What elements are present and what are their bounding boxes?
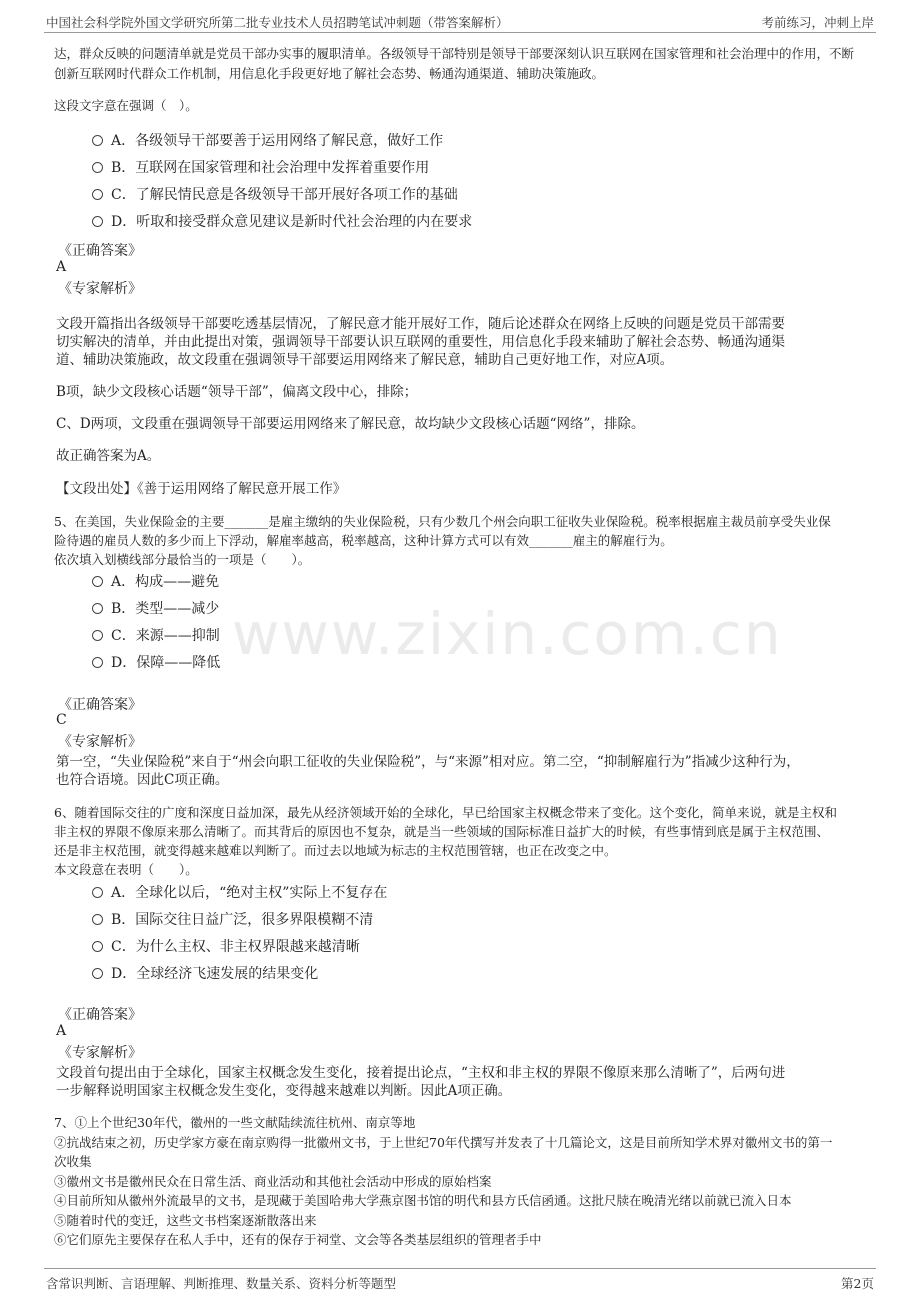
option-label: D．听取和接受群众意见建议是新时代社会治理的内在要求	[111, 214, 473, 230]
radio-icon[interactable]	[92, 914, 103, 925]
q6-option-c[interactable]	[92, 936, 360, 956]
q4-option-b[interactable]	[92, 157, 429, 177]
radio-icon[interactable]	[92, 216, 103, 227]
page-footer	[44, 1268, 876, 1293]
q6-analysis-line: 文段首句提出由于全球化，国家主权概念发生变化，接着提出论点，“主权和非主权的界限不像原来那么清晰了”，后两句进	[56, 1065, 786, 1081]
option-label: B．类型——减少	[111, 601, 220, 617]
q4-analysis-line: 道、辅助决策施政，故文段重在强调领导干部要运用网络来了解民意，辅助自己更好地工作，对应A项。	[56, 352, 674, 368]
radio-icon[interactable]	[92, 887, 103, 898]
q7-line: 7、①上个世纪30年代，徽州的一些文献陆续流往杭州、南京等地	[54, 1115, 416, 1130]
watermark: www.zixin.com.cn	[232, 600, 783, 668]
q4-source: 【文段出处】《善于运用网络了解民意开展工作》	[56, 481, 347, 497]
q5-answer-label: 《正确答案》	[58, 697, 142, 713]
q6-analysis-line: 一步解释说明国家主权概念发生变化，变得越来越难以判断。因此A项正确。	[56, 1083, 512, 1099]
q7-line: ③徽州文书是徽州民众在日常生活、商业活动和其他社会活动中形成的原始档案	[54, 1174, 492, 1189]
q6-answer: A	[56, 1023, 67, 1039]
radio-icon[interactable]	[92, 657, 103, 668]
q7-line: ②抗战结束之初，历史学家方豪在南京购得一批徽州文书，于上世纪70年代撰写并发表了十几篇论文，这是目前所知学术界对徽州文书的第一	[54, 1135, 833, 1150]
q6-option-a[interactable]	[92, 882, 387, 902]
q6-analysis-label: 《专家解析》	[58, 1045, 142, 1061]
footer-note: 含常识判断、言语理解、判断推理、数量关系、资料分析等题型	[46, 1276, 397, 1291]
option-label: C．来源——抑制	[111, 628, 220, 644]
page-header	[44, 10, 876, 33]
option-label: A．构成——避免	[111, 574, 220, 590]
radio-icon[interactable]	[92, 576, 103, 587]
option-label: D．保障——降低	[111, 655, 221, 671]
option-label: B．国际交往日益广泛，很多界限模糊不清	[111, 912, 374, 928]
q4-analysis-line: 文段开篇指出各级领导干部要吃透基层情况，了解民意才能开展好工作，随后论述群众在网络上反映的问题是党员干部需要	[56, 316, 785, 332]
q4-option-c[interactable]	[92, 184, 458, 204]
q4-answer: A	[56, 259, 67, 275]
q7-line: ⑥它们原先主要保存在私人手中，还有的保存于祠堂、文会等各类基层组织的管理者手中	[54, 1232, 542, 1247]
q5-answer: C	[56, 712, 67, 728]
q5-analysis-line: 第一空，“失业保险税”来自于“州会向职工征收的失业保险税”，与“来源”相对应。第二空，“抑制解雇行为”指减少这种行为，	[56, 754, 800, 770]
header-slogan: 考前练习，冲刺上岸	[761, 15, 874, 30]
option-label: C．为什么主权、非主权界限越来越清晰	[111, 939, 360, 955]
q4-option-b-note: B项，缺少文段核心话题“领导干部”，偏离文段中心，排除；	[56, 384, 418, 400]
q7-line: ④目前所知从徽州外流最早的文书，是现藏于美国哈弗大学燕京图书馆的明代和县方氏信函通。这批尺牍在晚清光绪以前就已流入日本	[54, 1193, 792, 1208]
q5-option-b[interactable]	[92, 598, 219, 618]
q5-option-c[interactable]	[92, 625, 220, 645]
q5-option-a[interactable]	[92, 571, 219, 591]
option-label: C．了解民情民意是各级领导干部开展好各项工作的基础	[111, 187, 458, 203]
q4-passage-line: 创新互联网时代群众工作机制，用信息化手段更好地了解社会态势、畅通沟通渠道、辅助决策施政。	[54, 66, 605, 81]
q5-passage-line: 5、在美国，失业保险金的主要_______是雇主缴纳的失业保险税，只有少数几个州会向职工征收失业保险税。税率根据雇主裁员前享受失业保	[54, 514, 831, 529]
q5-stem: 依次填入划横线部分最恰当的一项是（ ）。	[54, 552, 311, 567]
q7-line: 次收集	[54, 1154, 92, 1169]
q4-stem: 这段文字意在强调（ ）。	[54, 98, 198, 113]
q4-option-d[interactable]	[92, 211, 472, 231]
radio-icon[interactable]	[92, 968, 103, 979]
q4-answer-label: 《正确答案》	[58, 243, 142, 259]
q6-option-d[interactable]	[92, 963, 318, 983]
radio-icon[interactable]	[92, 630, 103, 641]
radio-icon[interactable]	[92, 135, 103, 146]
q6-passage-line: 非主权的界限不像原来那么清晰了。而其背后的原因也不复杂，就是当一些领域的国际标准日益扩大的时候，有些事情到底是属于主权范围、	[54, 824, 830, 839]
radio-icon[interactable]	[92, 603, 103, 614]
q4-analysis-line: 切实解决的清单，并由此提出对策，强调领导干部要认识互联网的重要性，用信息化手段来辅助了解社会态势、畅通沟通渠	[56, 334, 785, 350]
q5-passage-line: 险待遇的雇员人数的多少而上下浮动，解雇率越高，税率越高，这种计算方式可以有效_______雇主的解雇行为。	[54, 533, 673, 548]
radio-icon[interactable]	[92, 941, 103, 952]
q5-option-d[interactable]	[92, 652, 220, 672]
q7-line: ⑤随着时代的变迁，这些文书档案逐渐散落出来	[54, 1213, 317, 1228]
q6-answer-label: 《正确答案》	[58, 1007, 142, 1023]
q4-option-a[interactable]	[92, 130, 443, 150]
q4-conclusion: 故正确答案为A。	[56, 448, 161, 464]
header-title: 中国社会科学院外国文学研究所第二批专业技术人员招聘笔试冲刺题（带答案解析）	[46, 15, 509, 30]
q6-passage-line: 还是非主权范围，就变得越来越难以判断了。而过去以地域为标志的主权范围管辖，也正在改变之中。	[54, 843, 617, 858]
option-label: B．互联网在国家管理和社会治理中发挥着重要作用	[111, 160, 430, 176]
q5-analysis-label: 《专家解析》	[58, 734, 142, 750]
q6-passage-line: 6、随着国际交往的广度和深度日益加深，最先从经济领域开始的全球化，早已给国家主权概念带来了变化。这个变化，简单来说，就是主权和	[54, 805, 837, 820]
option-label: D．全球经济飞速发展的结果变化	[111, 966, 319, 982]
q4-analysis-label: 《专家解析》	[58, 281, 142, 297]
radio-icon[interactable]	[92, 162, 103, 173]
q5-analysis-line: 也符合语境。因此C项正确。	[56, 772, 229, 788]
q4-passage-line: 达，群众反映的问题清单就是党员干部办实事的履职清单。各级领导干部特别是领导干部要深刻认识互联网在国家管理和社会治理中的作用，不断	[54, 46, 855, 61]
radio-icon[interactable]	[92, 189, 103, 200]
q4-option-cd-note: C、D两项，文段重在强调领导干部要运用网络来了解民意，故均缺少文段核心话题“网络”，排除。	[56, 416, 645, 432]
option-label: A．全球化以后，“绝对主权”实际上不复存在	[111, 885, 388, 901]
q6-stem: 本文段意在表明（ ）。	[54, 862, 198, 877]
option-label: A．各级领导干部要善于运用网络了解民意，做好工作	[111, 133, 444, 149]
page-number: 第2页	[841, 1276, 874, 1291]
q6-option-b[interactable]	[92, 909, 373, 929]
